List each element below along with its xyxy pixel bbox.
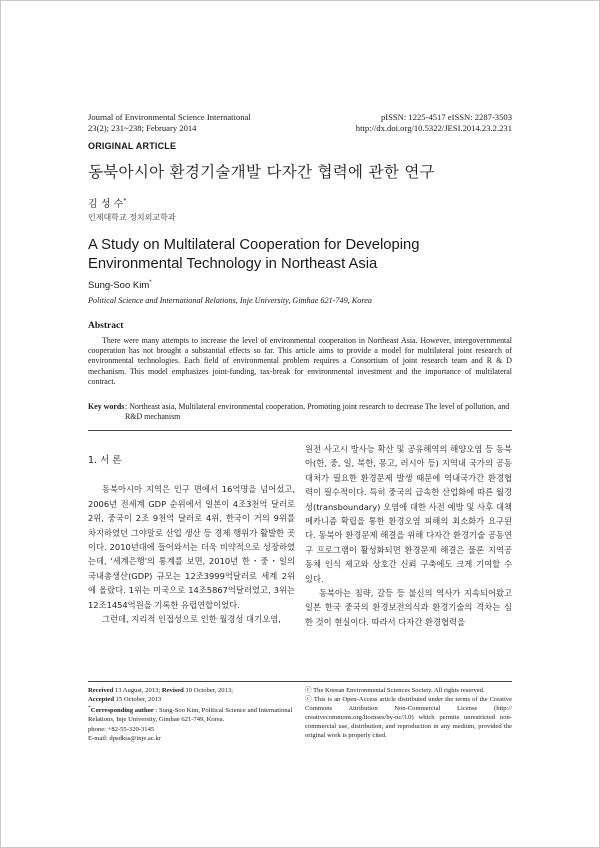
corresponding-text: : Sung-Soo Kim, Political Science and International Relations, Inje University, Gimhae 621-749, Korea. <box>88 707 293 724</box>
license-text: ⓒ This is an Open-Access article distributed under the terms of the Creative Commons Attribution Non-Commercial License (http:// creativecommons.org/licenses/by-nc/3.0) which permits unrestricted non-commercial use, distribution, and reproduction in any medium, provided the original work is properly cited. <box>305 696 512 740</box>
korean-author <box>88 195 126 210</box>
section-heading: 1. 서 론 <box>88 455 122 466</box>
journal-name: Journal of Environmental Science International <box>88 112 251 122</box>
journal-header <box>88 112 251 134</box>
korean-affiliation: 인제대학교 정치외교학과 <box>88 213 176 222</box>
author-mark: * <box>149 280 152 286</box>
footnote-dates <box>88 686 293 743</box>
received-label: Received <box>88 687 114 694</box>
issn-header <box>356 112 512 134</box>
issn: pISSN: 1225-4517 eISSN: 2287-3503 <box>380 112 512 122</box>
dates-line <box>88 686 293 695</box>
body-paragraph: 동북아시아 지역은 인구 면에서 16억명을 넘어섰고, 2006년 전세계 GDP 순위에서 일본이 4조3천억 달러로 2위, 중국이 2조 9천억 달러로 4위, 한국이 거의 9위를 차지하였던 그야말로 산업 생산 등 경제 행위가 활발한 곳이다. 2010년대에 들어와서는 더욱 비약적으로 성장하였는데, '세계은행'의 통계를 보면, 2010년 한・중・일의 국내총생산(GDP) 규모는 12조3999억달러로 세계 2위에 올랐다. 1위는 미국으로 14조5867억달러였고, 3위는 12조1454억원을 기록한 유럽연합이었다. <box>88 484 295 610</box>
abstract-heading: Abstract <box>88 321 124 331</box>
corresponding-label: Corresponding author <box>90 707 154 715</box>
accepted-date: 15 October, 2013 <box>115 696 162 704</box>
keywords <box>88 402 512 422</box>
corresponding-mark: * <box>88 705 91 712</box>
corresponding-author <box>88 704 293 724</box>
body-paragraph: 그런데, 지리적 인접성으로 인한 월경성 대기오염, <box>102 614 281 625</box>
english-affiliation: Political Science and International Relations, Inje University, Gimhae 621-749, Korea <box>88 296 372 305</box>
body-paragraph: 원전 사고시 방사능 확산 및 공유해역의 해양오염 등 동북아(한, 중, 일, 북한, 몽고, 러시아 등) 지역내 국가의 공동대처가 필요한 환경문제 발생 때문에 역내국가간 환경협력이 필수적이다. 특히 중국의 급속한 산업화에 따른 월경성(transboundary) 오염에 대한 사전 예방 및 사후 대책 메카니즘 확립을 통한 환경오염 피해의 최소화가 요구된다. 동북아 환경문제 해결을 위해 다자간 환경기술 공동연구 프로그램이 활성화되면 환경문제 해결은 물론 지역공동체 인식 제고와 상호간 신뢰 구축에도 크게 기여할 수 있다. <box>305 444 512 584</box>
english-author-name: Sung-Soo Kim <box>88 280 150 292</box>
received-date: 13 August, 2013; <box>114 687 161 694</box>
footnote-divider <box>88 681 512 682</box>
phone: phone: +82-55-320-3145 <box>88 725 155 733</box>
keywords-label: Key words <box>88 402 125 411</box>
english-author <box>88 280 152 291</box>
abstract-text: There were many attempts to increase the level of environmental cooperation in Northeast Asia. However, intergovernmental cooperation has not brought a substantial effects so far. This article aims to provide a model for multilateral joint research of environmental technologies. Each field of environmental problem requires a Consortium of joint research team and R & D mechanism. This model emphasizes joint-funding, tax-break for environmental investment and the importance of multilateral contract. <box>88 336 512 386</box>
volume-info: 23(2); 231~238; February 2014 <box>88 123 197 133</box>
accepted-label: Accepted <box>88 696 114 704</box>
article-type: ORIGINAL ARTICLE <box>88 141 177 151</box>
body-paragraph: 동북아는 침략, 갈등 등 불신의 역사가 지속되어왔고 일본 한국 중국의 환경보전의식과 환경기술의 격차는 심한 것이 현실이다. 따라서 다자간 환경협력을 <box>305 588 512 627</box>
korean-author-name: 김 성 수 <box>88 199 124 210</box>
revised-date: 10 October, 2013; <box>185 687 233 694</box>
footnote-license <box>305 686 512 741</box>
email[interactable]: E-mail: dpsdkss@inje.ac.kr <box>88 734 161 742</box>
body-left-column <box>88 442 295 626</box>
doi-link[interactable]: http://dx.doi.org/10.5322/JESI.2014.23.2.231 <box>355 123 512 133</box>
accepted-line <box>88 695 293 704</box>
body-right-column <box>305 442 512 629</box>
author-mark: * <box>123 197 127 205</box>
divider <box>88 430 512 431</box>
english-title: A Study on Multilateral Cooperation for Developing Environmental Technology in Northeast Asia <box>88 237 420 272</box>
copyright: ⓒ The Korean Environmental Sciences Society. All rights reserved. <box>305 687 485 694</box>
revised-label: Revised <box>161 687 184 694</box>
korean-title: 동북아시아 환경기술개발 다자간 협력에 관한 연구 <box>88 163 435 181</box>
keywords-text: : Northeast asia, Multilateral environmental cooperation, Promoting joint research to decrease The level of pollution, and R&D mechanism <box>125 402 510 422</box>
